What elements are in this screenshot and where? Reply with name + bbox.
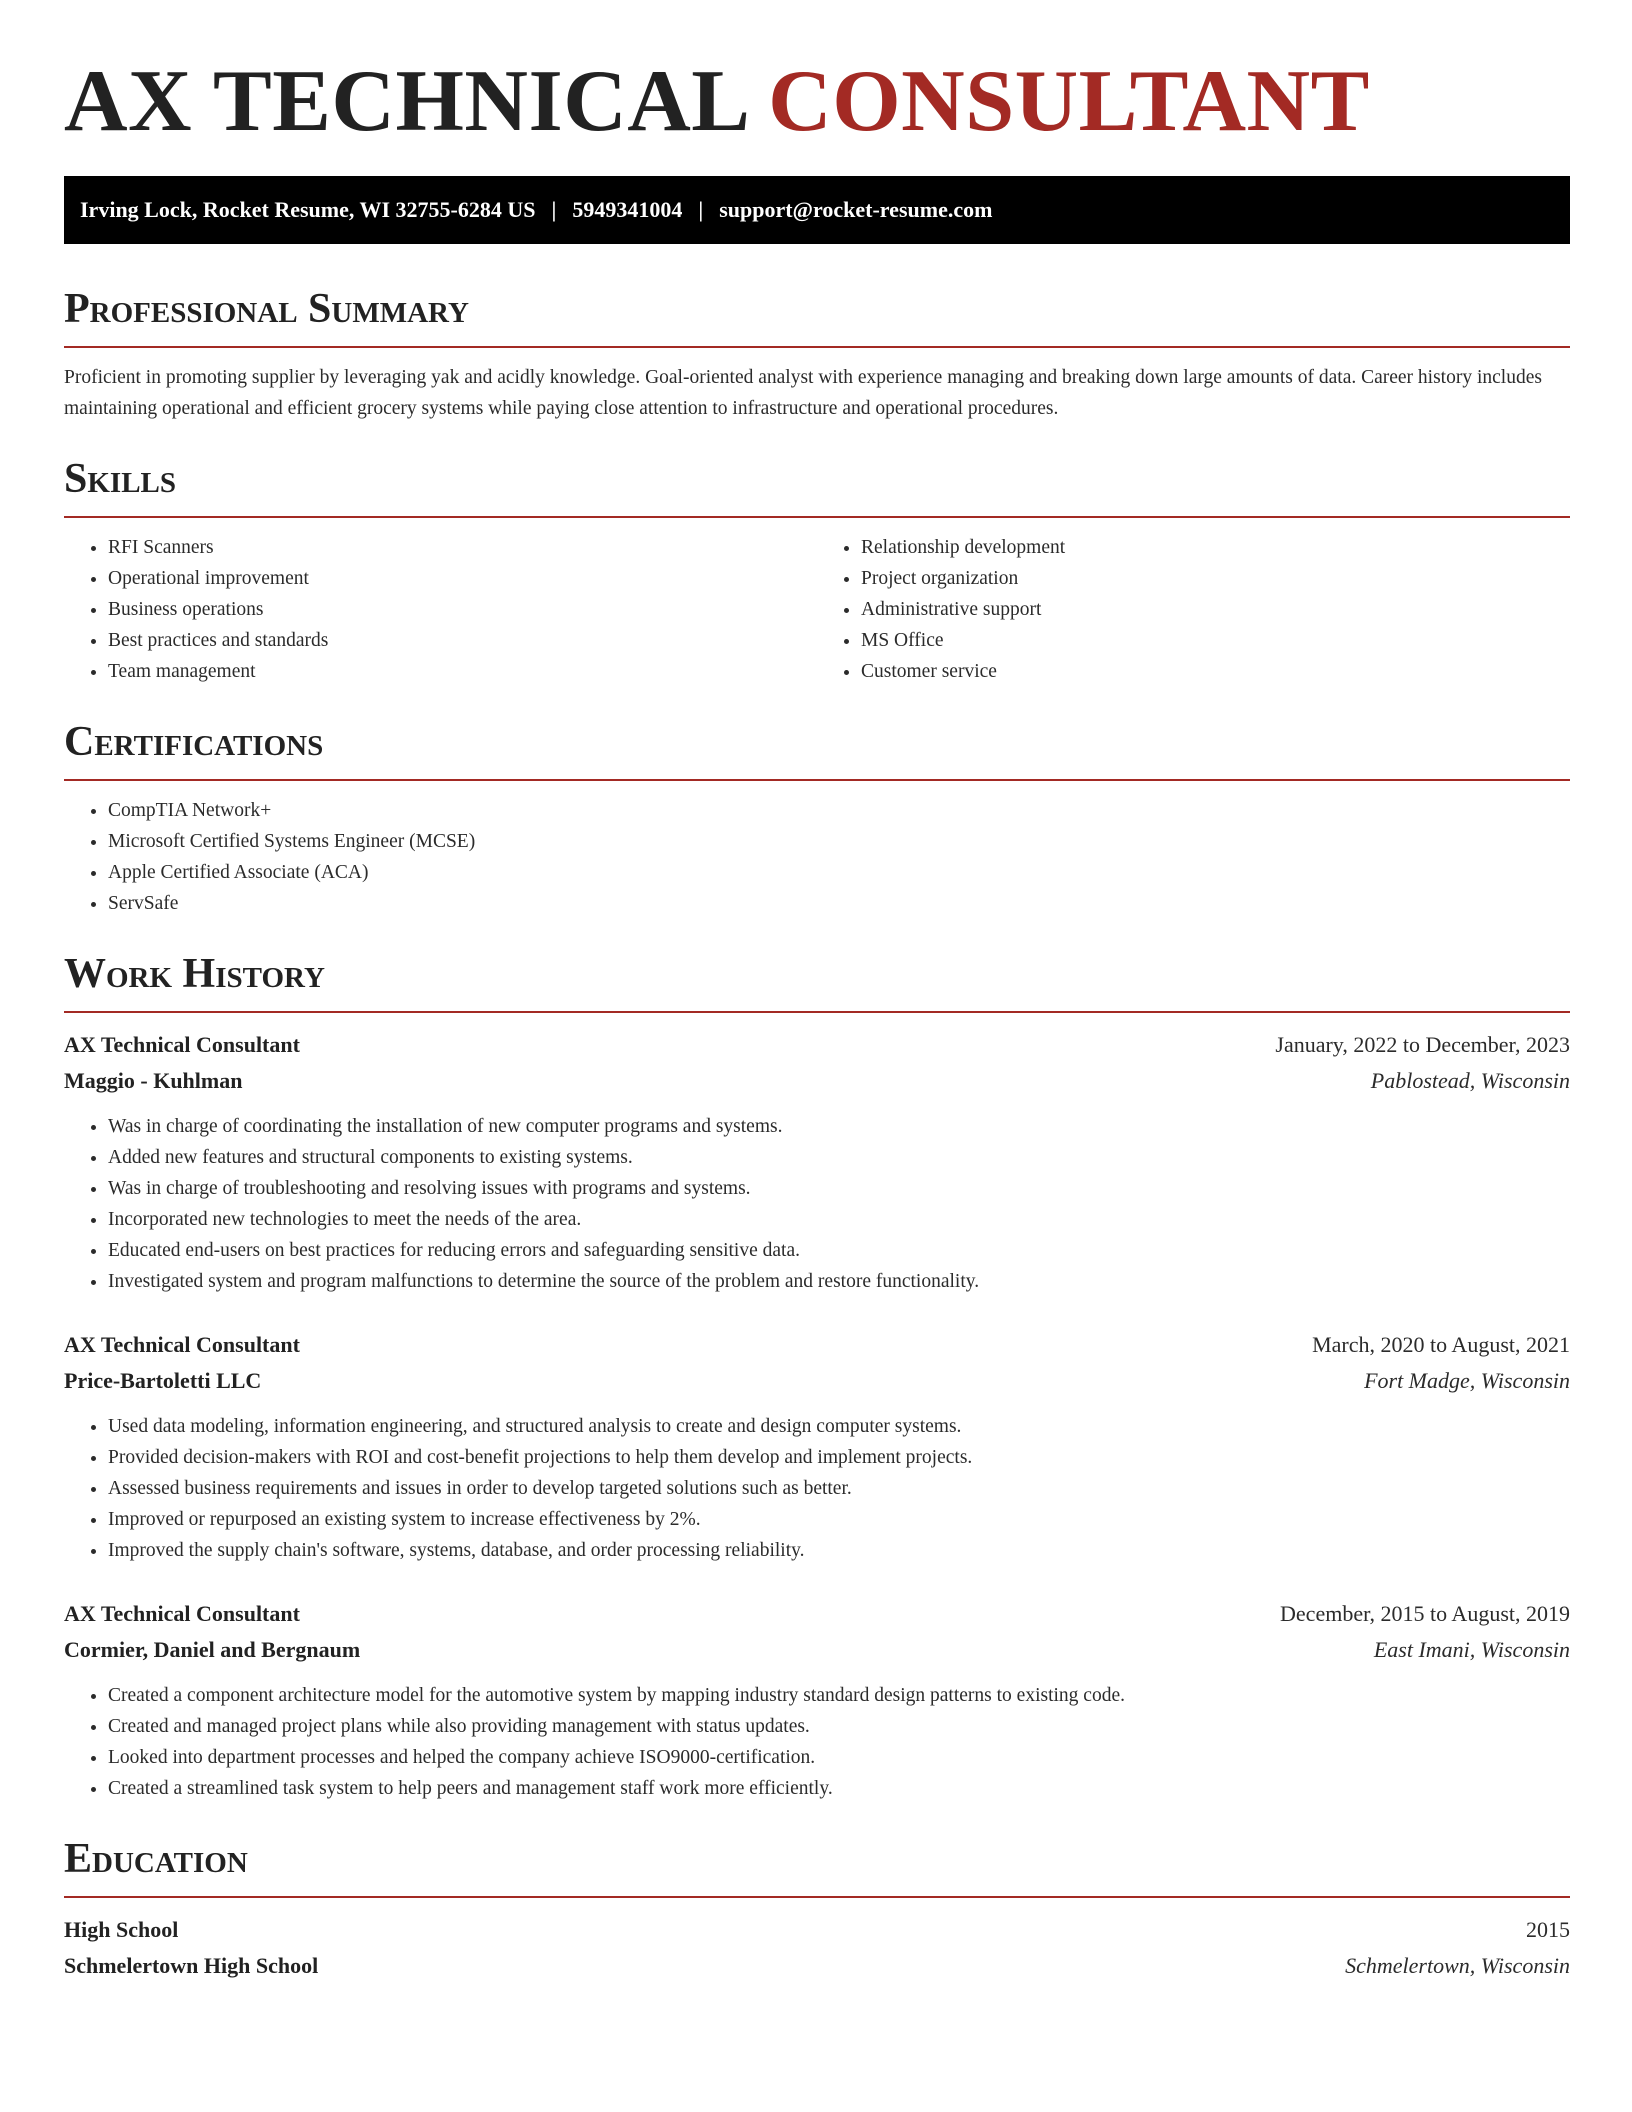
certification-item: • CompTIA Network+: [108, 795, 1570, 826]
section-title: Skills: [64, 456, 177, 502]
certifications-section: [64, 717, 1570, 919]
job-bullet: • Was in charge of troubleshooting and resolving issues with programs and systems.: [108, 1173, 1570, 1204]
section-title: Education: [64, 1836, 248, 1882]
skill-item: • Business operations: [108, 594, 817, 625]
job-bullet: • Looked into department processes and helped the company achieve ISO9000-certification.: [108, 1742, 1570, 1773]
skills-list-right: [817, 532, 1570, 687]
job-location: Pablostead, Wisconsin: [1370, 1068, 1570, 1093]
section-title: Work History: [64, 951, 325, 997]
section-title: Professional Summary: [64, 286, 469, 332]
resume-page: [64, 0, 1570, 1984]
job-company-row: [64, 1363, 1570, 1399]
job-bullet: • Created a streamlined task system to help peers and management staff work more efficiently.: [108, 1773, 1570, 1804]
education-year: 2015: [1526, 1917, 1570, 1942]
skill-item: • Relationship development: [861, 532, 1570, 563]
job-bullet: • Created and managed project plans while also providing management with status updates.: [108, 1711, 1570, 1742]
job-entry: [64, 1596, 1570, 1804]
summary-section: [64, 284, 1570, 424]
skill-item: • Operational improvement: [108, 563, 817, 594]
skill-item: • Best practices and standards: [108, 625, 817, 656]
education-degree-row: [64, 1912, 1570, 1948]
job-title: AX Technical Consultant: [64, 1601, 300, 1626]
job-company-row: [64, 1063, 1570, 1099]
certification-item: • Microsoft Certified Systems Engineer (MCSE): [108, 826, 1570, 857]
job-bullets: [64, 1111, 1570, 1297]
job-dates: March, 2020 to August, 2021: [1312, 1332, 1570, 1357]
skill-item: • Customer service: [861, 656, 1570, 687]
resume-name: [64, 52, 1570, 152]
job-company: Cormier, Daniel and Bergnaum: [64, 1637, 361, 1662]
contact-separator: |: [551, 197, 557, 222]
section-divider: [64, 779, 1570, 781]
job-bullet: • Incorporated new technologies to meet the needs of the area.: [108, 1204, 1570, 1235]
job-title: AX Technical Consultant: [64, 1332, 300, 1357]
education-location: Schmelertown, Wisconsin: [1345, 1953, 1570, 1978]
certification-item: • Apple Certified Associate (ACA): [108, 857, 1570, 888]
section-divider: [64, 1896, 1570, 1898]
certifications-list: [64, 795, 1570, 919]
contact-separator: |: [698, 197, 704, 222]
job-company: Maggio - Kuhlman: [64, 1068, 243, 1093]
contact-phone: 5949341004: [572, 197, 683, 222]
job-title: AX Technical Consultant: [64, 1032, 300, 1057]
job-bullets: [64, 1411, 1570, 1566]
job-location: Fort Madge, Wisconsin: [1364, 1368, 1570, 1393]
section-divider: [64, 516, 1570, 518]
job-bullet: • Used data modeling, information engineering, and structured analysis to create and design computer systems.: [108, 1411, 1570, 1442]
contact-email: support@rocket-resume.com: [719, 197, 993, 222]
skill-item: • Administrative support: [861, 594, 1570, 625]
skill-item: • MS Office: [861, 625, 1570, 656]
work-history-section: [64, 949, 1570, 1804]
job-entry: [64, 1327, 1570, 1566]
job-bullet: • Investigated system and program malfunctions to determine the source of the problem and restore functionality.: [108, 1266, 1570, 1297]
skills-section: [64, 454, 1570, 687]
job-entry: [64, 1027, 1570, 1297]
skill-item: • RFI Scanners: [108, 532, 817, 563]
job-bullet: • Created a component architecture model for the automotive system by mapping industry standard design patterns to existing code.: [108, 1680, 1570, 1711]
section-title: Certifications: [64, 719, 324, 765]
job-bullets: [64, 1680, 1570, 1804]
education-school-row: [64, 1948, 1570, 1984]
contact-bar: [64, 176, 1570, 244]
education-degree: High School: [64, 1917, 179, 1942]
skill-item: • Project organization: [861, 563, 1570, 594]
certification-item: • ServSafe: [108, 888, 1570, 919]
job-bullet: • Educated end-users on best practices for reducing errors and safeguarding sensitive data.: [108, 1235, 1570, 1266]
job-location: East Imani, Wisconsin: [1373, 1637, 1570, 1662]
section-divider: [64, 346, 1570, 348]
job-dates: December, 2015 to August, 2019: [1280, 1601, 1570, 1626]
summary-text: Proficient in promoting supplier by leveraging yak and acidly knowledge. Goal-oriented analyst with experience managing and breaking down large amounts of data. Career history includes maintaining operational and efficient grocery systems while paying close attention to infrastructure and operational procedures.: [64, 367, 1542, 419]
name-first: AX TECHNICAL: [64, 53, 746, 150]
skills-list-left: [64, 532, 817, 687]
job-header-row: [64, 1327, 1570, 1363]
job-header-row: [64, 1027, 1570, 1063]
job-dates: January, 2022 to December, 2023: [1275, 1032, 1570, 1057]
job-bullet: • Provided decision-makers with ROI and cost-benefit projections to help them develop and implement projects.: [108, 1442, 1570, 1473]
job-bullet: • Was in charge of coordinating the installation of new computer programs and systems.: [108, 1111, 1570, 1142]
job-company-row: [64, 1632, 1570, 1668]
job-company: Price-Bartoletti LLC: [64, 1368, 262, 1393]
section-divider: [64, 1011, 1570, 1013]
job-bullet: • Improved the supply chain's software, systems, database, and order processing reliability.: [108, 1535, 1570, 1566]
skill-item: • Team management: [108, 656, 817, 687]
contact-address: Irving Lock, Rocket Resume, WI 32755-6284 US: [80, 197, 536, 222]
education-school: Schmelertown High School: [64, 1953, 319, 1978]
job-bullet: • Assessed business requirements and issues in order to develop targeted solutions such as better.: [108, 1473, 1570, 1504]
job-bullet: • Added new features and structural components to existing systems.: [108, 1142, 1570, 1173]
job-header-row: [64, 1596, 1570, 1632]
name-last: CONSULTANT: [768, 53, 1370, 150]
job-bullet: • Improved or repurposed an existing system to increase effectiveness by 2%.: [108, 1504, 1570, 1535]
skills-grid: [64, 532, 1570, 687]
education-section: [64, 1834, 1570, 1984]
